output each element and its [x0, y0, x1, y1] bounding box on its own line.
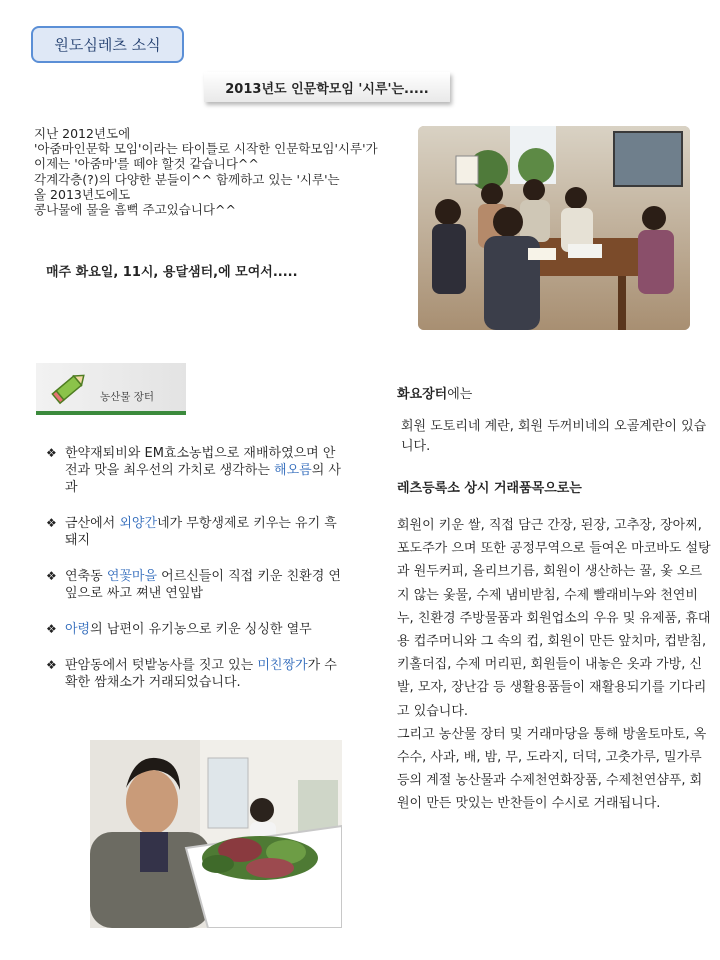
diamond-bullet-icon: ❖ — [46, 446, 57, 460]
market-heading: 화요장터에는 — [397, 387, 473, 402]
list-item: ❖ 한약재퇴비와 EM효소농법으로 재배하였으며 안전과 맛을 최우선의 가치로 생각하는 해오름의 사과 — [46, 446, 341, 495]
list-item: ❖ 아령의 남편이 유기농으로 키운 싱싱한 열무 — [46, 622, 312, 637]
intro-line: 각계각층(?)의 다양한 분들이^^ 함께하고 있는 '시루'는 — [34, 171, 340, 187]
section-badge: 원도심레츠 소식 — [31, 26, 184, 63]
intro-text — [34, 126, 434, 217]
study-group-photo — [418, 126, 690, 330]
farmer-photo — [90, 740, 342, 928]
list-item: ❖ 판암동에서 텃밭농사를 짓고 있는 미친짱가가 수확한 쌈채소가 거래되었습니다. — [46, 658, 337, 690]
article-title: 2013년도 인문학모임 '시루'는..... — [204, 72, 450, 102]
diamond-bullet-icon: ❖ — [46, 658, 57, 672]
farm-market-banner — [36, 363, 186, 415]
intro-line: 이제는 '아줌마'를 떼야 할것 같습니다^^ — [34, 156, 259, 172]
market-eggs-text: 회원 도토리네 계란, 회원 두꺼비네의 오골계란이 있습니다. — [401, 419, 707, 454]
list-item: ❖ 금산에서 외양간네가 무항생제로 키우는 유기 흑돼지 — [46, 516, 337, 548]
meeting-info: 매주 화요일, 11시, 용달샘터,에 모여서..... — [46, 265, 298, 280]
registry-items-text: 회원이 키운 쌀, 직접 담근 간장, 된장, 고추장, 장아찌, 포도주가 으며 또한 공정무역으로 들여온 마코바도 설탕과 원두커피, 올리브기름, 회원이 생산하는 꿀, 옻 오르지 않는 옻물, 수제 냄비받침, 수제 빨래비누와 천연비누, 친환경 주방물품과 회원업소의 우유 및 유제품, 휴대용 컵주머니와 그 속의 컵, 회원이 만든 앞치마, 컵받침, 키홀더집, 수제 머리핀, 회원들이 내놓은 옷과 가방, 신발, 모자, 장난감 등 생활용품들이 재활용되기를 기다리고 있습니다. 그리고 농산물 장터 및 거래마당을 통해 방울토마토, 옥수수, 사과, 배, 밤, 무, 도라지, 더덕, 고춧가루, 밀가루 등의 계절 농산물과 수제천연화장품, 수제천연샴푸, 회원이 만든 맛있는 반찬들이 수시로 거래됩니다. — [397, 518, 711, 812]
banner-label: 농산물 장터 — [100, 391, 155, 403]
intro-line: 올 2013년도에도 — [34, 186, 131, 202]
market-section — [397, 383, 712, 816]
list-item: ❖ 연축동 연꽃마을 어르신들이 직접 키운 친환경 연잎으로 싸고 쪄낸 연잎밥 — [46, 569, 341, 601]
diamond-bullet-icon: ❖ — [46, 516, 57, 530]
intro-line: 지난 2012년도에 — [34, 126, 131, 141]
diamond-bullet-icon: ❖ — [46, 569, 57, 583]
pencil-icon — [50, 367, 90, 407]
registry-heading: 레츠등록소 상시 거래품목으로는 — [397, 481, 582, 496]
intro-line: 콩나물에 물을 흠뻑 주고있습니다^^ — [34, 202, 236, 218]
diamond-bullet-icon: ❖ — [46, 622, 57, 636]
farm-item-list — [46, 445, 346, 710]
intro-line: '아줌마인문학 모임'이라는 타이틀로 시작한 인문학모임'시루'가 — [34, 141, 378, 157]
